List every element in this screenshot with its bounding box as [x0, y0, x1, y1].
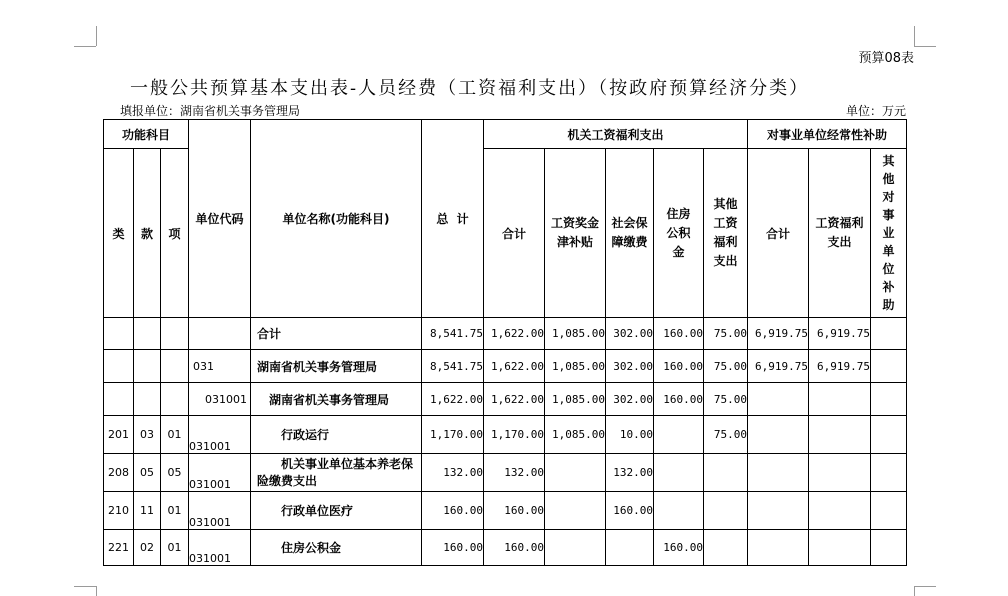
cell-subsidy-other	[871, 350, 907, 383]
header-subsidy-total: 合计	[748, 149, 809, 318]
cell-subsidy-total	[748, 492, 809, 530]
cell-lei: 201	[104, 416, 134, 454]
cell-subsidy-total	[748, 454, 809, 492]
page-title: 一般公共预算基本支出表-人员经费（工资福利支出）（按政府预算经济分类）	[130, 78, 810, 99]
cell-agency-total: 132.00	[484, 454, 545, 492]
cell-social	[606, 530, 654, 566]
cell-subsidy-other	[871, 318, 907, 350]
cell-salary	[545, 454, 606, 492]
cell-subsidy-other	[871, 454, 907, 492]
budget-table	[103, 119, 907, 566]
cell-lei: 210	[104, 492, 134, 530]
table-number: 预算08表	[858, 51, 914, 66]
cell-salary	[545, 530, 606, 566]
cell-other: 75.00	[704, 318, 748, 350]
header-subsidy-other: 其他对事业单位补助	[871, 149, 907, 318]
cell-unit-code: 031001	[189, 416, 251, 454]
cell-subsidy-salary: 6,919.75	[809, 350, 871, 383]
cell-xiang	[161, 318, 189, 350]
cell-salary	[545, 492, 606, 530]
cell-subsidy-salary: 6,919.75	[809, 318, 871, 350]
cell-salary: 1,085.00	[545, 416, 606, 454]
cell-social: 302.00	[606, 383, 654, 416]
cell-salary: 1,085.00	[545, 318, 606, 350]
cell-housing	[654, 454, 704, 492]
header-lei: 类	[104, 149, 134, 318]
cell-unit-name: 行政运行	[251, 416, 422, 454]
cell-housing: 160.00	[654, 350, 704, 383]
cell-kuan: 05	[134, 454, 161, 492]
cell-salary: 1,085.00	[545, 383, 606, 416]
header-xiang: 项	[161, 149, 189, 318]
cell-housing: 160.00	[654, 383, 704, 416]
cell-subsidy-other	[871, 492, 907, 530]
cell-social: 10.00	[606, 416, 654, 454]
cell-subsidy-total	[748, 530, 809, 566]
cell-xiang: 01	[161, 530, 189, 566]
cell-unit-code: 031001	[189, 530, 251, 566]
table-row	[104, 416, 907, 454]
header-subsidy-salary: 工资福利支出	[809, 149, 871, 318]
cell-xiang: 01	[161, 416, 189, 454]
cell-social: 302.00	[606, 350, 654, 383]
cell-social: 160.00	[606, 492, 654, 530]
cell-total: 160.00	[422, 492, 484, 530]
cell-unit-code: 031	[189, 350, 251, 383]
cell-unit-code: 031001	[189, 492, 251, 530]
cell-subsidy-salary	[809, 530, 871, 566]
header-salary: 工资奖金津补贴	[545, 149, 606, 318]
cell-subsidy-total: 6,919.75	[748, 350, 809, 383]
cell-agency-total: 160.00	[484, 530, 545, 566]
header-unit-code: 单位代码	[189, 120, 251, 318]
header-subsidy-group: 对事业单位经常性补助	[748, 120, 907, 149]
cell-xiang: 05	[161, 454, 189, 492]
cell-unit-name: 行政单位医疗	[251, 492, 422, 530]
cell-unit-code	[189, 318, 251, 350]
cell-social: 132.00	[606, 454, 654, 492]
cell-subsidy-total: 6,919.75	[748, 318, 809, 350]
reporting-unit: 填报单位：湖南省机关事务管理局	[120, 104, 301, 118]
cell-subsidy-salary	[809, 383, 871, 416]
cell-other: 75.00	[704, 383, 748, 416]
cell-salary: 1,085.00	[545, 350, 606, 383]
cell-unit-name: 湖南省机关事务管理局	[251, 350, 422, 383]
cell-total: 1,170.00	[422, 416, 484, 454]
cell-unit-name: 住房公积金	[251, 530, 422, 566]
header-total: 总 计	[422, 120, 484, 318]
cell-subsidy-salary	[809, 492, 871, 530]
cell-agency-total: 1,622.00	[484, 383, 545, 416]
cell-subsidy-other	[871, 383, 907, 416]
cell-agency-total: 1,622.00	[484, 350, 545, 383]
header-housing: 住房公积金	[654, 149, 704, 318]
header-unit-name: 单位名称(功能科目)	[251, 120, 422, 318]
cell-lei	[104, 318, 134, 350]
cell-kuan: 11	[134, 492, 161, 530]
header-kuan: 款	[134, 149, 161, 318]
cell-xiang: 01	[161, 492, 189, 530]
cell-lei	[104, 350, 134, 383]
cell-housing	[654, 416, 704, 454]
cell-agency-total: 160.00	[484, 492, 545, 530]
cell-lei	[104, 383, 134, 416]
cell-housing: 160.00	[654, 530, 704, 566]
cell-subsidy-total	[748, 416, 809, 454]
table-row	[104, 318, 907, 350]
table-row	[104, 454, 907, 492]
cell-total: 160.00	[422, 530, 484, 566]
cell-unit-code: 031001	[189, 454, 251, 492]
cell-total: 1,622.00	[422, 383, 484, 416]
cell-subsidy-other	[871, 416, 907, 454]
cell-kuan: 02	[134, 530, 161, 566]
cell-xiang	[161, 383, 189, 416]
cell-lei: 208	[104, 454, 134, 492]
currency-unit: 单位：万元	[845, 104, 906, 118]
cell-subsidy-salary	[809, 416, 871, 454]
cell-social: 302.00	[606, 318, 654, 350]
cell-total: 8,541.75	[422, 318, 484, 350]
cell-other	[704, 492, 748, 530]
cell-kuan	[134, 350, 161, 383]
cell-lei: 221	[104, 530, 134, 566]
cell-kuan	[134, 383, 161, 416]
cell-agency-total: 1,170.00	[484, 416, 545, 454]
table-row	[104, 530, 907, 566]
cell-other: 75.00	[704, 416, 748, 454]
header-func-subject: 功能科目	[104, 120, 189, 149]
cell-housing	[654, 492, 704, 530]
cell-kuan	[134, 318, 161, 350]
table-row	[104, 492, 907, 530]
table-row	[104, 350, 907, 383]
cell-total: 8,541.75	[422, 350, 484, 383]
cell-agency-total: 1,622.00	[484, 318, 545, 350]
header-agency-total: 合计	[484, 149, 545, 318]
cell-unit-name: 湖南省机关事务管理局	[251, 383, 422, 416]
cell-unit-name: 合计	[251, 318, 422, 350]
cell-other	[704, 530, 748, 566]
header-social: 社会保障缴费	[606, 149, 654, 318]
header-agency-group: 机关工资福利支出	[484, 120, 748, 149]
cell-subsidy-total	[748, 383, 809, 416]
cell-subsidy-salary	[809, 454, 871, 492]
cell-housing: 160.00	[654, 318, 704, 350]
cell-total: 132.00	[422, 454, 484, 492]
cell-other	[704, 454, 748, 492]
table-row	[104, 383, 907, 416]
cell-unit-name: 机关事业单位基本养老保险缴费支出	[251, 454, 422, 492]
cell-other: 75.00	[704, 350, 748, 383]
cell-subsidy-other	[871, 530, 907, 566]
cell-xiang	[161, 350, 189, 383]
cell-unit-code: 031001	[189, 383, 251, 416]
header-other: 其他工资福利支出	[704, 149, 748, 318]
cell-kuan: 03	[134, 416, 161, 454]
